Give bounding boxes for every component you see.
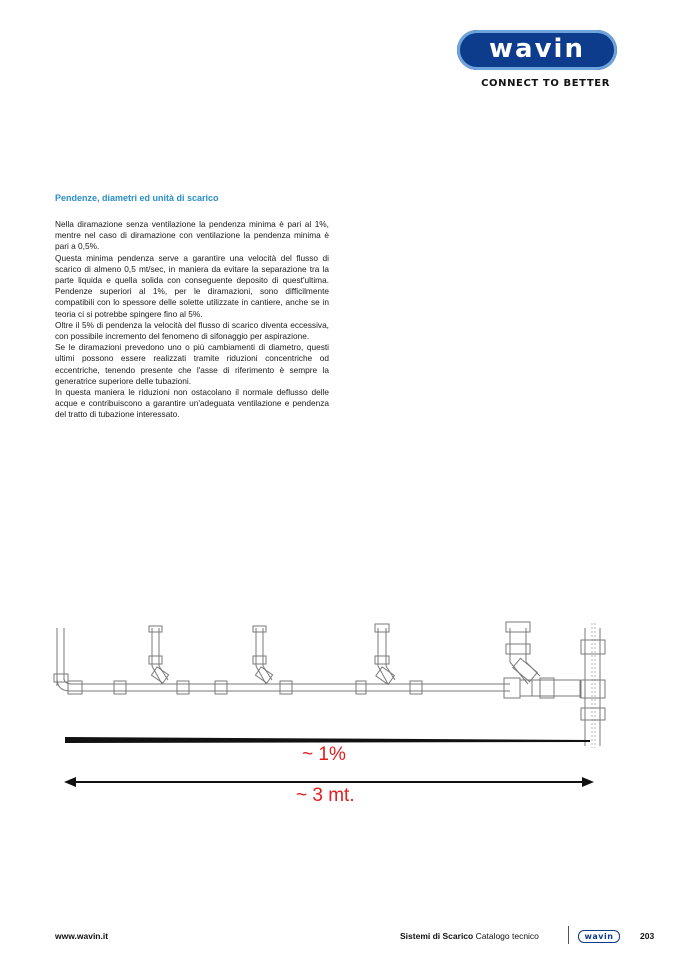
length-label: ~ 3 mt. [296,785,355,806]
branch-riser [256,628,263,666]
page-number: 203 [640,931,655,941]
footer-logo-text: wavin [584,932,614,941]
footer-url[interactable]: www.wavin.it [55,931,109,941]
pipe-bend [57,678,72,691]
paragraph: Questa minima pendenza serve a garantire una velocità del flusso di scarico di almeno 0,5 mt/sec, in maniera da evitare la separazione tra la parte liquida e quella solida con conseguente deposito di quest'ultima. Pendenze superiori al 1%, per le diramazioni, sono difficilmente compatibili con lo spessore delle solette utilizzate in cantiere, anche se in teoria ci si potrebbe spingere fino al 5%. [55,252,329,319]
catalog-title-bold: Sistemi di Scarico [400,931,474,941]
slope-line [65,737,590,743]
arrow-head-right [582,777,594,787]
branch-riser [510,628,526,662]
branch-riser [152,628,159,666]
slope-label: ~ 1% [302,744,346,765]
pipe-joint [177,681,189,694]
pipe-joint [410,681,422,694]
footer-divider [568,926,569,944]
section-title: Pendenze, diametri ed unità di scarico [55,193,219,203]
pipe-joint [114,681,126,694]
pipe-joint [215,681,227,694]
body-text [55,219,329,421]
logo-text: wavin [489,34,585,64]
vertical-stack [585,628,600,746]
pipe-joint [68,681,82,694]
catalog-title-rest: Catalogo tecnico [473,931,539,941]
pipe-joint [280,681,292,694]
paragraph: Se le diramazioni prevedono uno o più cambiamenti di diametro, questi ultimi possono essere realizzati tramite riduzioni concentriche od eccentriche, tenendo presente che l'asse di riferimento è sempre la generatrice superiore delle tubazioni. [55,342,329,386]
branch-riser [378,628,386,666]
main-pipe [70,684,510,691]
footer-catalog-title [400,931,539,941]
tagline: CONNECT TO BETTER [481,78,610,89]
paragraph: Nella diramazione senza ventilazione la pendenza minima è pari al 1%, mentre nel caso di diramazione con ventilazione la pendenza minima è pari a 0,5%. [55,219,329,252]
paragraph: Oltre il 5% di pendenza la velocità del flusso di scarico diventa eccessiva, con possibile incremento del fenomeno di sifonaggio per aspirazione. [55,319,329,342]
wavin-logo [457,30,617,70]
footer-wavin-logo [578,930,620,943]
arrow-head-left [64,777,76,787]
paragraph: In questa maniera le riduzioni non ostacolano il normale deflusso delle acque e contribuiscono a garantire un'adeguata ventilazione e pendenza del tratto di tubazione interessato. [55,387,329,420]
pipe-joint [356,681,366,694]
